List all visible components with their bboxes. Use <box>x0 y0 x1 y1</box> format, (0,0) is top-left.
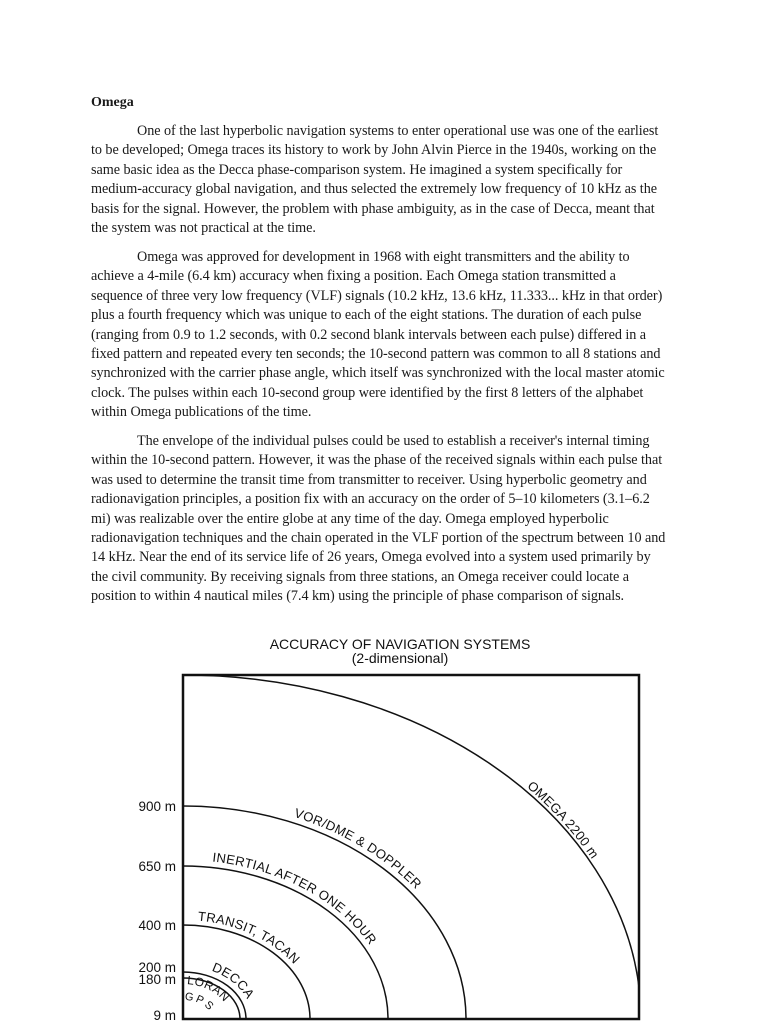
ytick-400: 400 m <box>138 918 176 933</box>
paragraph-3: The envelope of the individual pulses could be used to establish a receiver's internal timing within the 10-second pattern. However, it was the phase of the received signals within each pulse that was used to determine the transit time from transmitter to receiver. Using hyperbolic geometry and radionavigation principles, a position fix with an accuracy on the order of 5–10 kilometers (3.1–6.2 mi) was realizable over the entire globe at any time of the day. Omega employed hyperbolic radionavigation techniques and the chain operated in the VLF portion of the spectrum between 10 and 14 kHz. Near the end of its service life of 26 years, Omega evolved into a system used primarily by the civil community. By receiving signals from three stations, an Omega receiver could locate a position to within 4 nautical miles (7.4 km) using the principle of phase comparison of signals. <box>91 433 666 605</box>
section-heading: Omega <box>91 95 134 110</box>
ytick-900: 900 m <box>138 799 176 814</box>
chart-frame <box>183 675 639 1019</box>
ytick-650: 650 m <box>138 859 176 874</box>
accuracy-chart <box>100 630 668 1024</box>
inertial-label: INERTIAL AFTER ONE HOUR <box>211 849 380 948</box>
vor-label: VOR/DME & DOPPLER <box>292 805 425 892</box>
ytick-200: 200 m <box>138 960 176 975</box>
figure-subtitle: (2-dimensional) <box>351 650 449 666</box>
omega-label: OMEGA 2200 m <box>524 777 603 862</box>
accuracy-figure <box>100 630 668 1024</box>
decca-label: DECCA <box>210 959 258 1002</box>
ytick-180: 180 m <box>138 972 176 987</box>
ytick-9: 9 m <box>153 1008 176 1023</box>
paragraph-2: Omega was approved for development in 1968 with eight transmitters and the ability to achieve a 4-mile (6.4 km) accuracy when fixing a position. Each Omega station transmitted a sequence of three very low frequency (VLF) signals (10.2 kHz, 13.6 kHz, 11.333... kHz in that order) plus a fourth frequency which was unique to each of the eight stations. The duration of each pulse (ranging from 0.9 to 1.2 seconds, with 0.2 second blank intervals between each pulse) differed in a fixed pattern and repeated every ten seconds; the 10-second pattern was common to all 8 stations and synchronized with the carrier phase angle, which itself was synchronized with the local master atomic clock. The pulses within each 10-second group were identified by the first 8 letters of the alphabet within Omega publications of the time. <box>91 249 665 421</box>
transit-label: TRANSIT, TACAN <box>197 908 303 967</box>
gps-label: GPS <box>184 990 217 1014</box>
figure-title: ACCURACY OF NAVIGATION SYSTEMS <box>269 636 531 652</box>
paragraph-1: One of the last hyperbolic navigation systems to enter operational use was one of the earliest to be developed; Omega traces its history to work by John Alvin Pierce in the 1940s, working on the same basic idea as the Decca phase-comparison system. He imagined a system specifically for medium-accuracy global navigation, and thus selected the extremely low frequency of 10 kHz as the basis for the signal. However, the problem with phase ambiguity, as in the case of Decca, meant that the system was not practical at the time. <box>91 123 659 237</box>
loran-label: LORAN <box>186 973 233 1005</box>
vor-arc <box>183 806 466 1019</box>
